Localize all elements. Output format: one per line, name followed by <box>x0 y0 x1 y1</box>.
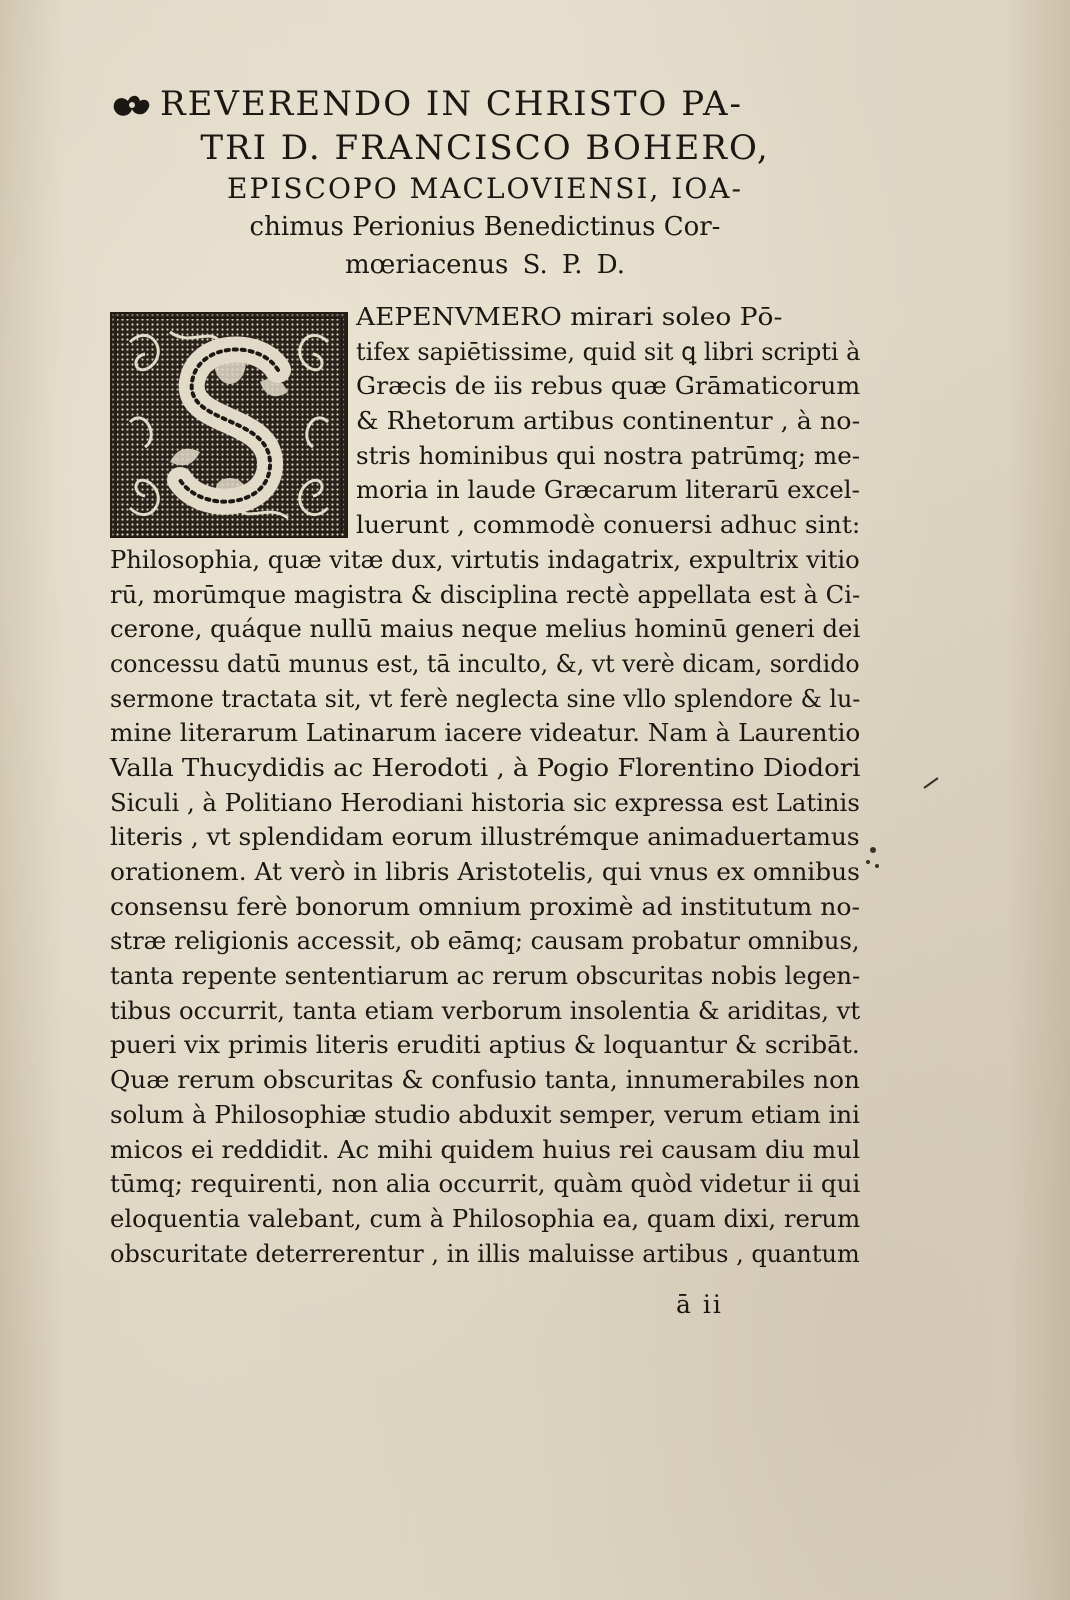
text-line: orationem. At verò in libris Aristotelis, qui vnus ex omnibus <box>110 857 860 886</box>
ink-mark-icon <box>862 842 884 872</box>
text-line: concessu datū munus est, tā inculto, &, vt verè dicam, sordido <box>110 648 860 678</box>
fleuron-icon <box>110 91 154 121</box>
text-line: & Rhetorum artibus continentur , à no- <box>356 406 861 436</box>
text-line: eloquentia valebant, cum à Philosophia ea, quam dixi, rerum <box>110 1203 861 1233</box>
text-line: rū, morūmque magistra & disciplina rectè appellata est à Ci- <box>110 579 861 609</box>
text-line: luerunt , commodè conuersi adhuc sint: <box>356 510 861 540</box>
text-line: obscuritate deterrerentur , in illis maluisse artibus , quantum <box>110 1238 860 1268</box>
text-line: stris hominibus qui nostra patrūmq; me- <box>356 440 861 470</box>
text-line: tanta repente sententiarum ac rerum obscuritas nobis legen- <box>110 961 861 991</box>
text-line: consensu ferè bonorum omnium proximè ad institutum no- <box>110 891 861 921</box>
text-line: cerone, quáque nullū maius neque melius hominū generi dei <box>110 614 861 644</box>
text-line: AEPENVMERO mirari soleo Pō- <box>356 302 783 331</box>
heading-line-2: TRI D. FRANCISCO BOHERO, <box>200 128 770 168</box>
body-text <box>110 300 860 1271</box>
ink-mark-icon <box>922 776 942 790</box>
text-line: solum à Philosophiæ studio abduxit semper, verum etiam ini <box>110 1099 860 1129</box>
text-line: Quæ rerum obscuritas & confusio tanta, innumerabiles non <box>110 1065 860 1095</box>
text-line: tifex sapiētissime, quid sit ꝗ libri scripti à <box>356 336 861 366</box>
initial-letter-text: S <box>228 432 230 433</box>
signature-mark: ā ii <box>676 1290 723 1319</box>
dedication-heading <box>110 82 860 284</box>
heading-line-1-text: REVERENDO IN CHRISTO PA- <box>160 84 744 124</box>
text-line: mine literarum Latinarum iacere videatur. Nam à Laurentio <box>110 718 861 748</box>
text-line: pueri vix primis literis eruditi aptius & loquantur & scribāt. <box>110 1030 860 1060</box>
text-line: sermone tractata sit, vt ferè neglecta sine vllo splendore & lu- <box>110 683 861 713</box>
text-line: moria in laude Græcarum literarū excel- <box>356 475 860 505</box>
text-line: Græcis de iis rebus quæ Grāmaticorum <box>356 371 861 401</box>
text-line: Siculi , à Politiano Herodiani historia sic expressa est Latinis <box>110 787 860 817</box>
text-line: literis , vt splendidam eorum illustrémque animaduertamus <box>110 822 860 852</box>
text-line: Philosophia, quæ vitæ dux, virtutis indagatrix, expultrix vitio <box>110 544 860 574</box>
text-line: tibus occurrit, tanta etiam verborum insolentia & ariditas, vt <box>110 995 861 1025</box>
heading-line-1 <box>110 82 860 126</box>
text-line: tūmq; requirenti, non alia occurrit, quàm quòd videtur ii qui <box>110 1169 861 1199</box>
text-line: stræ religionis accessit, ob eāmq; causam probatur omnibus, <box>110 926 860 956</box>
text-line: Valla Thucydidis ac Herodoti , à Pogio Florentino Diodori <box>110 752 861 782</box>
heading-line-4: chimus Perionius Benedictinus Cor- <box>249 212 721 242</box>
heading-line-5: mœriacenus S. P. D. <box>344 250 625 280</box>
heading-line-3: EPISCOPO MACLOVIENSI, IOA- <box>227 172 743 205</box>
text-line: micos ei reddidit. Ac mihi quidem huius rei causam diu mul <box>110 1134 861 1164</box>
